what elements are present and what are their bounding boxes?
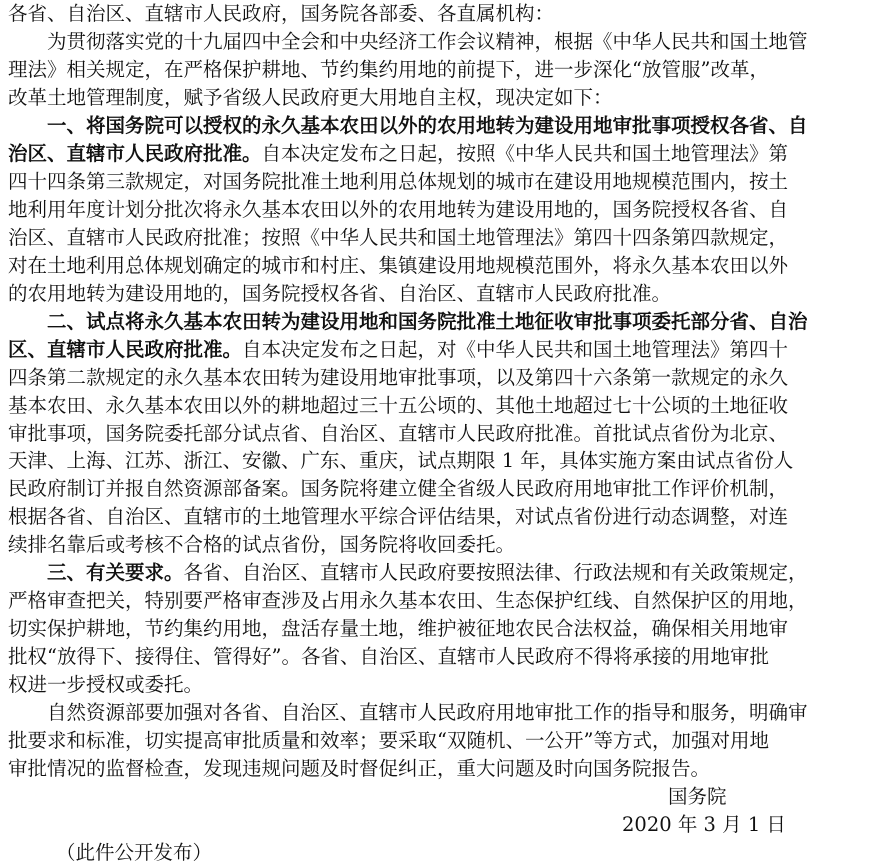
section2-line-9: 续排名靠后或考核不合格的试点省份，国务院将收回委托。 xyxy=(8,533,516,557)
section1-line-2 xyxy=(8,140,888,168)
issuer-signature: 国务院 xyxy=(668,785,727,809)
intro-line-1: 为贯彻落实党的十九届四中全会和中央经济工作会议精神，根据《中华人民共和国土地管 xyxy=(47,29,808,53)
section2-heading: 二、试点将永久基本农田转为建设用地和国务院批准土地征收审批事项委托部分省、自治 xyxy=(47,309,808,333)
section2-line-2 xyxy=(8,336,888,364)
section2-text: 自本决定发布之日起，对《中华人民共和国土地管理法》第四十 xyxy=(242,337,789,361)
section1-line-4: 地利用年度计划分批次将永久基本农田以外的农用地转为建设用地的，国务院授权各省、自 xyxy=(8,197,789,221)
section2-heading-end: 区、直辖市人民政府批准。 xyxy=(8,337,243,361)
section2-line-7: 民政府制订并报自然资源部备案。国务院将建立健全省级人民政府用地审批工作评价机制， xyxy=(8,477,789,501)
publication-note: （此件公开发布） xyxy=(56,841,213,865)
section2-line-4: 基本农田、永久基本农田以外的耕地超过三十五公顷的、其他土地超过七十公顷的土地征收 xyxy=(8,393,789,417)
section3-heading: 三、有关要求。 xyxy=(47,561,184,585)
section3-line-5: 权进一步授权或委托。 xyxy=(8,673,204,697)
section3-line-2: 严格审查把关，特别要严格审查涉及占用永久基本农田、生态保护红线、自然保护区的用地， xyxy=(8,589,808,613)
section3-line-4: 批权“放得下、接得住、管得好”。各省、自治区、直辖市人民政府不得将承接的用地审批 xyxy=(8,645,769,669)
section1-line-3: 四十四条第三款规定，对国务院批准土地利用总体规划的城市在建设用地规模范围内，按土 xyxy=(8,169,789,193)
section1-line-5: 治区、直辖市人民政府批准；按照《中华人民共和国土地管理法》第四十四条第四款规定， xyxy=(8,225,789,249)
section2-line-6: 天津、上海、江苏、浙江、安徽、广东、重庆，试点期限 1 年，具体实施方案由试点省份人 xyxy=(8,449,794,473)
section2-line-8: 根据各省、自治区、直辖市的土地管理水平综合评估结果，对试点省份进行动态调整，对连 xyxy=(8,505,789,529)
closing-line-2: 批要求和标准，切实提高审批质量和效率；要采取“双随机、一公开”等方式，加强对用地 xyxy=(8,729,769,753)
section2-line-5: 审批事项，国务院委托部分试点省、自治区、直辖市人民政府批准。首批试点省份为北京、 xyxy=(8,421,789,445)
section1-line-7: 的农用地转为建设用地的，国务院授权各省、自治区、直辖市人民政府批准。 xyxy=(8,281,672,305)
section3-text: 各省、自治区、直辖市人民政府要按照法律、行政法规和有关政策规定， xyxy=(183,561,808,585)
section1-line-6: 对在土地利用总体规划确定的城市和村庄、集镇建设用地规模范围外，将永久基本农田以外 xyxy=(8,253,789,277)
section3-line-3: 切实保护耕地，节约集约用地，盘活存量土地，维护被征地农民合法权益，确保相关用地审 xyxy=(8,617,789,641)
closing-line-1: 自然资源部要加强对各省、自治区、直辖市人民政府用地审批工作的指导和服务，明确审 xyxy=(47,701,808,725)
section3-line-1 xyxy=(47,559,888,587)
issuer-date: 2020 年 3 月 1 日 xyxy=(622,813,786,837)
section2-line-3: 四条第二款规定的永久基本农田转为建设用地审批事项，以及第四十六条第一款规定的永久 xyxy=(8,365,789,389)
intro-line-3: 改革土地管理制度，赋予省级人民政府更大用地自主权，现决定如下： xyxy=(8,85,613,109)
closing-line-3: 审批情况的监督检查，发现违规问题及时督促纠正，重大问题及时向国务院报告。 xyxy=(8,757,711,781)
section1-text: 自本决定发布之日起，按照《中华人民共和国土地管理法》第 xyxy=(261,141,789,165)
intro-line-2: 理法》相关规定，在严格保护耕地、节约集约用地的前提下，进一步深化“放管服”改革， xyxy=(8,57,769,81)
section1-heading-end: 治区、直辖市人民政府批准。 xyxy=(8,141,262,165)
addressee: 各省、自治区、直辖市人民政府，国务院各部委、各直属机构： xyxy=(8,2,555,25)
section1-heading: 一、将国务院可以授权的永久基本农田以外的农用地转为建设用地审批事项授权各省、自 xyxy=(47,113,808,137)
